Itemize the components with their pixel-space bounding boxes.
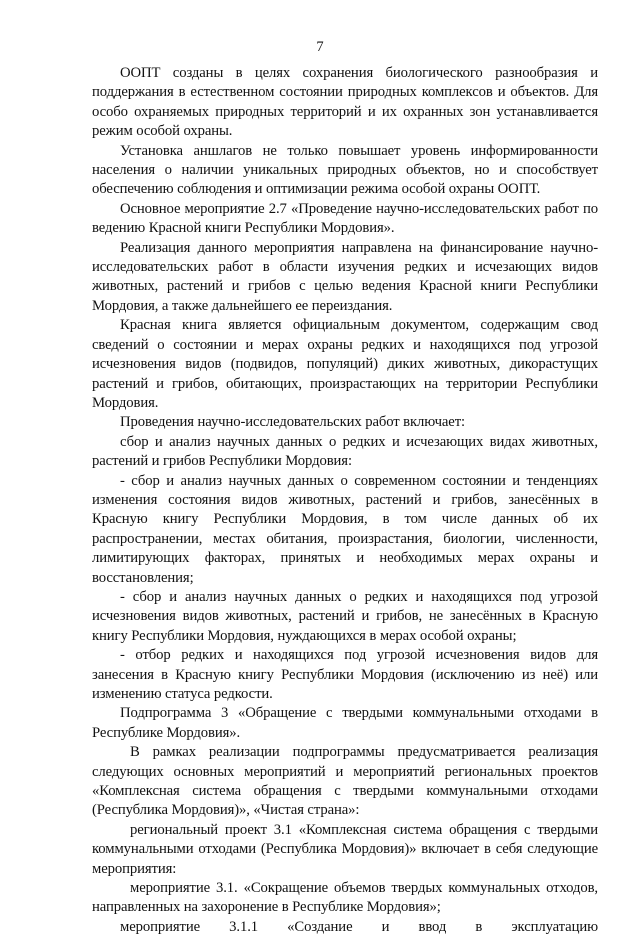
paragraph: В рамках реализации подпрограммы предусматривается реализация следующих основных мероприятий и мероприятий региональных проектов «Комплексная система обращения с твердыми коммунальными отходами (Республика Мордовия)», «Чистая страна»: — [92, 744, 598, 819]
document-body — [92, 64, 598, 937]
paragraph: мероприятие 3.1. «Сокращение объемов твердых коммунальных отходов, направленных на захоронение в Республике Мордовия»; — [92, 880, 598, 916]
page-number: 7 — [316, 39, 324, 55]
list-item: - сбор и анализ научных данных о редких и находящихся под угрозой исчезновения видов животных, растений и грибов, не занесённых в Красную книгу Республики Мордовия, нуждающихся в мерах особой охраны; — [92, 588, 598, 644]
paragraph: Установка аншлагов не только повышает уровень информированности населения о наличии уникальных природных объектов, но и способствует обеспечению соблюдения и оптимизации режима особой охраны ООПТ. — [92, 142, 598, 198]
paragraph: Основное мероприятие 2.7 «Проведение научно-исследовательских работ по ведению Красной книги Республики Мордовия». — [92, 200, 598, 237]
paragraph: Реализация данного мероприятия направлена на финансирование научно-исследовательских работ в области изучения редких и исчезающих видов животных, растений и грибов с целью ведения Красной книги Республики Мордовия, а также дальнейшего ее переиздания. — [92, 239, 598, 314]
paragraph: ООПТ созданы в целях сохранения биологического разнообразия и поддержания в естественном состоянии природных комплексов и объектов. Для особо охраняемых природных территорий и их охранных зон устанавливается режим особой охраны. — [92, 65, 598, 140]
paragraph: сбор и анализ научных данных о редких и исчезающих видах животных, растений и грибов Республики Мордовия: — [92, 433, 598, 470]
paragraph: региональный проект 3.1 «Комплексная система обращения с твердыми коммунальными отходами (Республика Мордовия)» включает в себя следующие мероприятия: — [92, 821, 598, 877]
paragraph: Проведения научно-исследовательских работ включает: — [120, 414, 466, 431]
section-heading: Подпрограмма 3 «Обращение с твердыми коммунальными отходами в Республике Мордовия». — [92, 705, 598, 741]
list-item: - сбор и анализ научных данных о современном состоянии и тенденциях изменения состояния видов животных, растений и грибов, занесённых в Красную книгу Республики Мордовия, в том числе данных об их распространении, местах обитания, произрастания, биологии, численности, лимитирующих факторах, принятых и необходимых мерах охраны и восстановления; — [92, 472, 598, 586]
list-item: - отбор редких и находящихся под угрозой исчезновения видов для занесения в Красную книгу Республики Мордовия (исключению из неё) или изменению статуса редкости. — [92, 647, 598, 702]
paragraph: мероприятие 3.1.1 «Создание и ввод в эксплуатацию — [120, 918, 598, 935]
paragraph: Красная книга является официальным документом, содержащим свод сведений о состоянии и мерах охраны редких и находящихся под угрозой исчезновения видов (подвидов, популяций) диких животных, дикорастущих растений и грибов, обитающих, произрастающих на территории Республики Мордовия. — [92, 317, 598, 411]
